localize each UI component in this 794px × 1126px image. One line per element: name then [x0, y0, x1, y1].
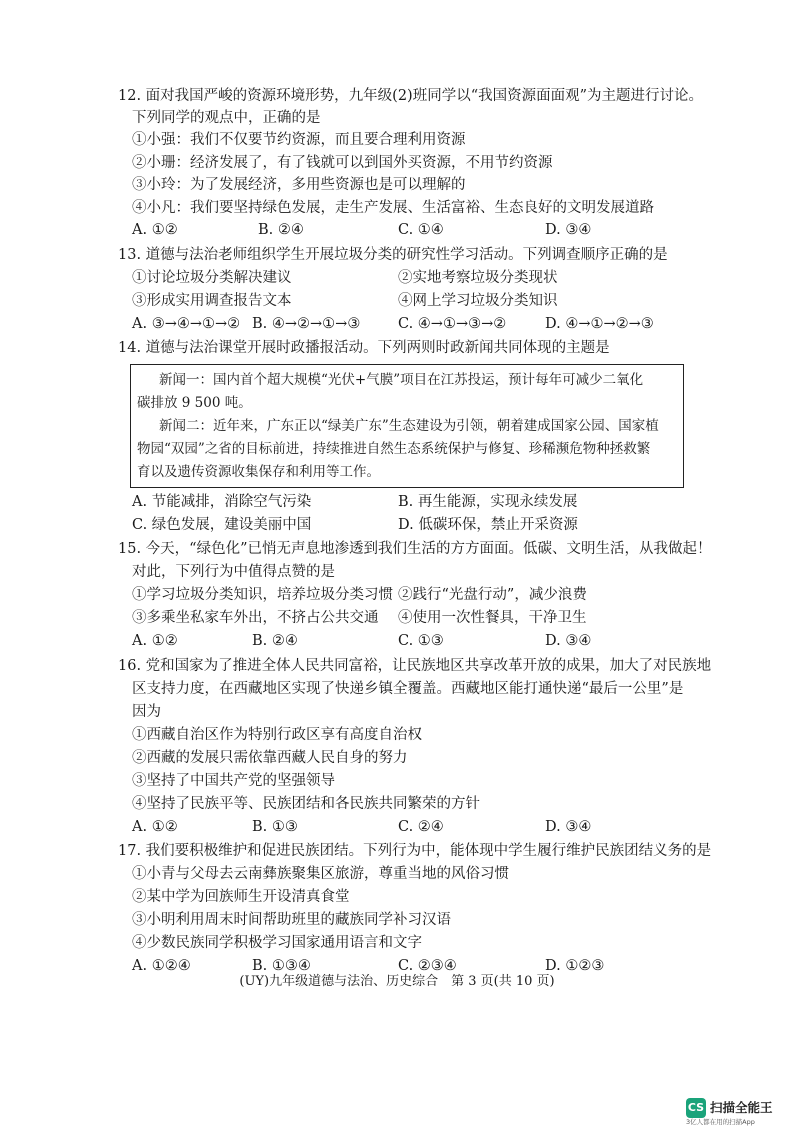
q15-statement-3: ③多乘坐私家车外出，不挤占公共交通	[132, 610, 379, 626]
q16-option-d: D. ③④	[545, 819, 592, 835]
q13-option-d: D. ④→①→②→③	[545, 316, 654, 332]
q12-statement-3: ③小玲：为了发展经济，多用些资源也是可以理解的	[132, 177, 466, 193]
q14-news2-line1: 新闻二：近年来，广东正以“绿美广东”生态建设为引领，朝着建成国家公园、国家植	[159, 418, 659, 434]
q17-option-d: D. ①②③	[545, 958, 605, 974]
q14-option-b: B. 再生能源，实现永续发展	[398, 494, 578, 510]
q12-option-c: C. ①④	[398, 222, 444, 238]
scanner-slogan: 3亿人都在用的扫描App	[686, 1118, 755, 1126]
q12-option-a: A. ①②	[132, 222, 178, 238]
q13-stem: 13. 道德与法治老师组织学生开展垃圾分类的研究性学习活动。下列调查顺序正确的是	[118, 247, 668, 263]
q16-statement-2: ②西藏的发展只需依靠西藏人民自身的努力	[132, 750, 408, 766]
q15-statement-4: ④使用一次性餐具，干净卫生	[398, 610, 587, 626]
q12-statement-4: ④小凡：我们要坚持绿色发展，走生产发展、生活富裕、生态良好的文明发展道路	[132, 200, 654, 216]
q12-statement-2: ②小珊：经济发展了，有了钱就可以到国外买资源，不用节约资源	[132, 155, 553, 171]
q17-statement-3: ③小明利用周末时间帮助班里的藏族同学补习汉语	[132, 912, 451, 928]
q16-statement-3: ③坚持了中国共产党的坚强领导	[132, 773, 335, 789]
q15-option-b: B. ②④	[252, 633, 298, 649]
q12-stem-line2: 下列同学的观点中，正确的是	[132, 110, 321, 126]
q15-option-a: A. ①②	[132, 633, 178, 649]
page-footer: (UY)九年级道德与法治、历史综合 第 3 页(共 10 页)	[239, 974, 555, 989]
q13-statement-1: ①讨论垃圾分类解决建议	[132, 270, 292, 286]
q14-option-d: D. 低碳环保，禁止开采资源	[398, 517, 578, 533]
q17-option-a: A. ①②④	[132, 958, 191, 974]
scanner-app-name: 扫描全能王	[710, 1100, 773, 1115]
q16-option-a: A. ①②	[132, 819, 178, 835]
q16-option-c: C. ②④	[398, 819, 444, 835]
q16-stem-line1: 16. 党和国家为了推进全体人民共同富裕，让民族地区共享改革开放的成果，加大了对民族地	[118, 658, 712, 674]
q17-option-b: B. ①③④	[252, 958, 311, 974]
q14-news1-line1: 新闻一：国内首个超大规模“光伏+气膜”项目在江苏投运，预计每年可减少二氧化	[159, 372, 644, 388]
q17-stem: 17. 我们要积极维护和促进民族团结。下列行为中，能体现中学生履行维护民族团结义务的是	[118, 843, 712, 859]
q12-option-b: B. ②④	[258, 222, 304, 238]
q16-option-b: B. ①③	[252, 819, 298, 835]
q14-news2-line2: 物园“双园”之省的目标前进，持续推进自然生态系统保护与修复、珍稀濒危物种拯救繁	[137, 441, 651, 457]
q16-stem-line3: 因为	[132, 704, 161, 720]
q16-statement-1: ①西藏自治区作为特别行政区享有高度自治权	[132, 727, 422, 743]
q17-statement-2: ②某中学为回族师生开设清真食堂	[132, 889, 350, 905]
q13-statement-2: ②实地考察垃圾分类现状	[398, 270, 558, 286]
q14-option-c: C. 绿色发展，建设美丽中国	[132, 517, 312, 533]
q17-statement-4: ④少数民族同学积极学习国家通用语言和文字	[132, 935, 422, 951]
q13-statement-4: ④网上学习垃圾分类知识	[398, 293, 558, 309]
q12-option-d: D. ③④	[545, 222, 592, 238]
q14-news-box	[130, 364, 684, 488]
q14-stem: 14. 道德与法治课堂开展时政播报活动。下列两则时政新闻共同体现的主题是	[118, 340, 610, 356]
q17-statement-1: ①小青与父母去云南彝族聚集区旅游，尊重当地的风俗习惯	[132, 866, 509, 882]
q15-statement-2: ②践行“光盘行动”，减少浪费	[398, 587, 587, 603]
q15-option-d: D. ③④	[545, 633, 592, 649]
q14-option-a: A. 节能减排，消除空气污染	[132, 494, 312, 510]
q17-option-c: C. ②③④	[398, 958, 457, 974]
q12-stem-line1: 12. 面对我国严峻的资源环境形势，九年级(2)班同学以“我国资源面面观”为主题进行讨论。	[118, 88, 704, 104]
q12-statement-1: ①小强：我们不仅要节约资源，而且要合理利用资源	[132, 132, 466, 148]
q16-stem-line2: 区支持力度，在西藏地区实现了快递乡镇全覆盖。西藏地区能打通快递“最后一公里”是	[132, 681, 684, 697]
q15-stem-line1: 15. 今天，“绿色化”已悄无声息地渗透到我们生活的方方面面。低碳、文明生活，从我做起！	[118, 541, 712, 557]
q13-statement-3: ③形成实用调查报告文本	[132, 293, 292, 309]
q13-option-c: C. ④→①→③→②	[398, 316, 507, 332]
q15-statement-1: ①学习垃圾分类知识，培养垃圾分类习惯	[132, 587, 393, 603]
q14-news1-line2: 碳排放 9 500 吨。	[137, 395, 252, 411]
q13-option-a: A. ③→④→①→②	[132, 316, 241, 332]
scanner-watermark	[686, 1098, 794, 1125]
camscanner-icon: CS	[686, 1098, 706, 1118]
q13-option-b: B. ④→②→①→③	[252, 316, 361, 332]
q15-option-c: C. ①③	[398, 633, 444, 649]
q15-stem-line2: 对此，下列行为中值得点赞的是	[132, 564, 335, 580]
q16-statement-4: ④坚持了民族平等、民族团结和各民族共同繁荣的方针	[132, 796, 480, 812]
q14-news2-line3: 育以及遗传资源收集保存和利用等工作。	[137, 464, 380, 480]
